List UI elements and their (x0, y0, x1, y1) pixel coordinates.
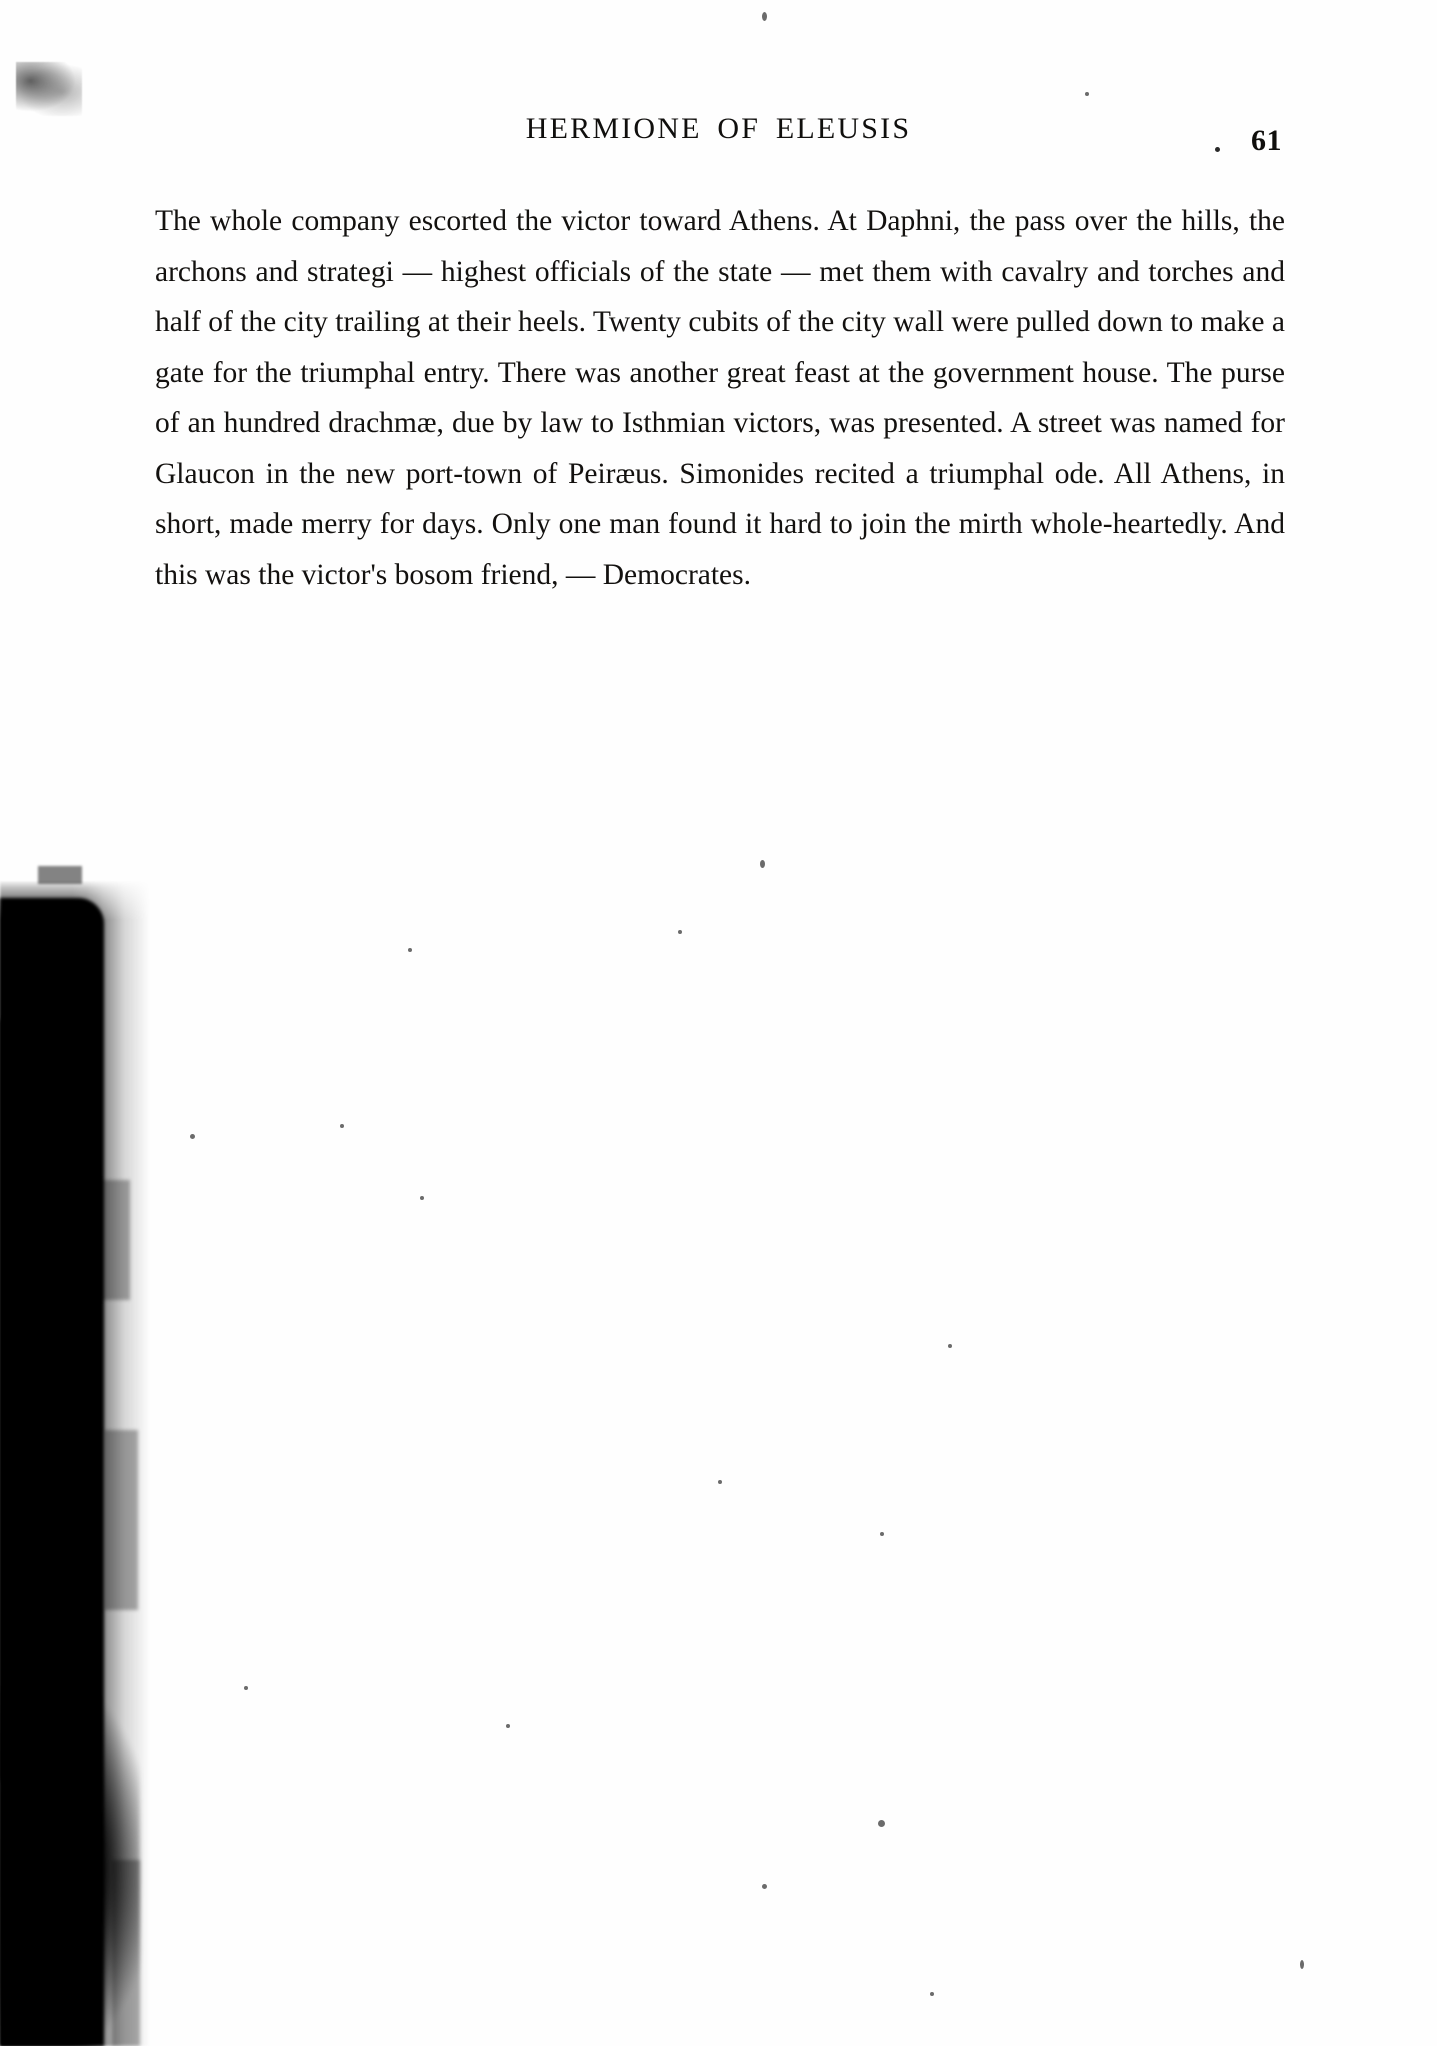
gutter-fray-b (104, 1430, 138, 1610)
paragraph-text: The whole company escorted the victor toward Athens. At Daphni, the pass over the hills, the archons and strategi — highest officials of the state — met them with cavalry and torches and half of the city trailing at their heels. Twenty cubits of the city wall were pulled down to make a gate for the triumphal entry. There was another great feast at the government house. The purse of an hundred drachmæ, due by law to Isthmian victors, was presented. A street was named for Glaucon in the new port-town of Peiræus. Simonides recited a triumphal ode. All Athens, in short, made merry for days. Only one man found it hard to join the mirth whole-heartedly. And this was the victor's bosom friend, — Democrates. (155, 205, 1285, 591)
paragraph (155, 196, 1285, 600)
gutter-fray-a (96, 1180, 130, 1300)
dust-speck (948, 1344, 952, 1348)
dust-speck (340, 1124, 344, 1128)
dust-speck (678, 930, 682, 934)
gutter-fray-c (112, 1860, 140, 2046)
page-number: 61 (1251, 124, 1282, 157)
binding-gutter-core-secondary (0, 1020, 96, 1780)
dust-speck (408, 948, 412, 952)
dust-speck (1300, 1960, 1304, 1969)
dust-speck (760, 860, 765, 868)
ink-smudge-icon (16, 62, 82, 116)
dust-speck (718, 1480, 722, 1484)
running-head (155, 112, 1282, 158)
dust-speck (506, 1724, 510, 1728)
dust-speck (762, 1884, 767, 1889)
dust-speck (930, 1992, 934, 1996)
dust-speck (878, 1820, 885, 1827)
dust-speck (420, 1196, 424, 1200)
page-title: HERMIONE OF ELEUSIS (525, 112, 912, 145)
folio-dot (1215, 147, 1220, 152)
dust-speck (1085, 92, 1089, 96)
dust-speck (762, 12, 767, 21)
dust-speck (880, 1532, 884, 1536)
dust-speck (244, 1686, 248, 1690)
dust-speck (190, 1134, 195, 1139)
body-text-block (155, 196, 1285, 600)
